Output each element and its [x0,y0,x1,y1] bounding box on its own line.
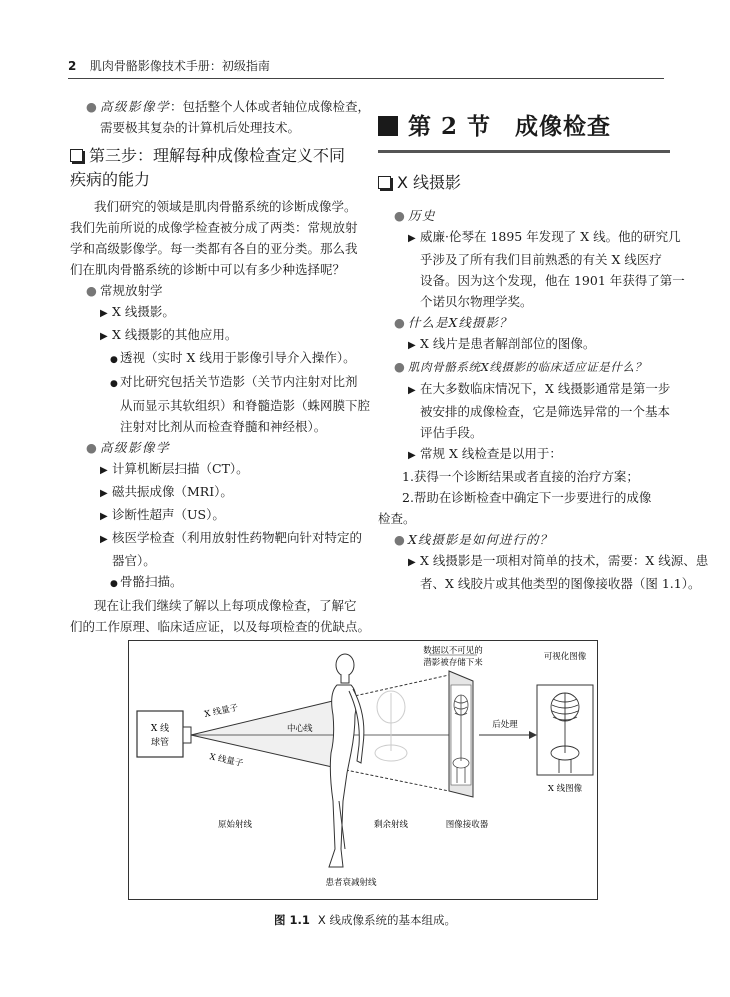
item-text-cont: 器官）。 [112,553,156,568]
attenuation-label: 患者衰减射线 [325,878,377,888]
numbered-item-cont: 检查。 [378,511,416,526]
page-number: 2 [68,59,77,73]
figure-caption [0,912,730,928]
list-item [378,378,670,401]
running-title: 肌肉骨骼影像技术手册：初级指南 [89,59,270,73]
patient-figure [329,654,364,867]
post-processing-label: 后处理 [492,720,518,730]
figure-caption-text: X 线成像系统的基本组成。 [317,913,456,927]
xray-tube [137,711,191,757]
paragraph-line: 们在肌肉骨骼系统的诊断中可以有多少种选择呢？ [70,262,346,277]
indications-label [378,356,670,378]
image-receptor-label: 图像接收器 [445,820,489,830]
xray-system-diagram [129,641,597,899]
latent-label-2: 潜影被存储下来 [423,658,483,668]
checkbox-icon [378,176,391,189]
section-title-text: 第 2 节 成像检查 [408,113,612,140]
item-text: X 线摄影是一项相对简单的技术，需要：X 线源、患 [420,553,709,568]
triangle-bullet-icon: ▶ [100,488,108,499]
dot-bullet-icon: ● [110,579,118,589]
triangle-bullet-icon: ▶ [408,557,416,568]
triangle-bullet-icon: ▶ [100,465,108,476]
sub-list-item [70,571,362,595]
item-text: 诊断性超声（US）。 [112,507,225,522]
triangle-bullet-icon: ▶ [100,331,108,342]
paragraph-line: 学和高级影像学。每一类都有各自的亚分类。那么我 [70,241,358,256]
square-icon [378,116,398,136]
item-text-cont: 被安排的成像检查，它是筛选异常的一个基本 [420,404,671,419]
list-item [70,527,362,550]
triangle-bullet-icon: ▶ [408,233,416,244]
how-label [378,529,670,550]
item-text: X 线摄影。 [112,304,175,319]
item-text-cont: 注射对比剂从而检查脊髓和神经根）。 [120,419,327,434]
label-text: 常规放射学 [100,283,163,298]
numbered-item: 1.获得一个诊断结果或者直接的治疗方案； [402,469,639,484]
list-item [70,458,362,481]
list-item [70,301,362,324]
central-ray-label: 中心线 [287,724,313,734]
dot-bullet-icon: ● [110,355,118,365]
sub-list-item [70,371,362,395]
triangle-bullet-icon: ▶ [408,385,416,396]
bullet-icon: ● [394,359,405,374]
conventional-radiology-label [70,280,362,301]
visible-image-label: 可视化图像 [543,652,587,662]
item-text-cont: 乎涉及了所有我们目前熟悉的有关 X 线医疗 [420,252,662,267]
item-text: 对比研究包括关节造影（关节内注射对比剂 [120,374,358,389]
numbered-item: 2.帮助在诊断检查中确定下一步要进行的成像 [402,490,652,505]
item-text: 常规 X 线检查是以用于： [420,446,562,461]
bullet-icon: ● [86,283,97,298]
xray-heading-text: X 线摄影 [397,173,462,192]
checkbox-icon [70,149,83,162]
arrow-head-icon [529,731,537,739]
paragraph-line: 们的工作原理、临床适应证，以及每项检查的优缺点。 [70,619,371,634]
sub-list-item [70,347,362,371]
triangle-bullet-icon: ▶ [100,308,108,319]
label-text: 肌肉骨骼系统X线摄影的临床适应证是什么？ [408,360,647,374]
paragraph-line: 我们先前所说的成像学检查被分成了两类：常规放射 [70,220,358,235]
figure-number: 图 1.1 [274,913,310,927]
item-text: 磁共振成像（MRI）。 [112,484,233,499]
remnant-beam-lower [341,769,449,791]
latent-label-1: 数据以不可见的 [423,646,483,656]
step3-heading [70,144,362,192]
triangle-bullet-icon: ▶ [408,340,416,351]
item-text: X 线摄影的其他应用。 [112,327,238,342]
advanced-imaging-label [70,437,362,458]
item-text: 透视（实时 X 线用于影像引导介入操作）。 [120,350,356,365]
item-text-cont: 者、X 线胶片或其他类型的图像接收器（图 1.1）。 [420,576,701,591]
label-text: 什么是X线摄影？ [408,315,513,330]
remnant-beam-upper [341,675,449,699]
what-is-label [378,312,670,333]
primary-beam-label: 原始射线 [217,820,253,830]
term-advanced-imaging: 高级影像学 [100,99,171,114]
list-item [70,504,362,527]
triangle-bullet-icon: ▶ [100,511,108,522]
item-text-cont: 从而显示其软组织）和脊髓造影（蛛网膜下腔 [120,398,371,413]
label-text: X线摄影是如何进行的？ [408,532,553,547]
bullet-icon: ● [394,208,405,223]
paragraph-line: 现在让我们继续了解以上每项成像检查，了解它 [94,598,357,613]
intro-paragraph [70,196,362,280]
photon-upper-label: X 线量子 [203,703,240,720]
tube-label-1: X 线 [150,724,170,734]
item-text: 在大多数临床情况下，X 线摄影通常是第一步 [420,381,671,396]
dot-bullet-icon: ● [110,379,118,389]
item-text-cont: 评估手段。 [420,425,483,440]
left-column [70,96,371,637]
step3-heading-line2: 疾病的能力 [70,170,151,189]
list-item [378,443,670,466]
item-text: 威廉·伦琴在 1895 年发现了 X 线。他的研究几 [420,229,681,244]
page-header [68,56,664,79]
advanced-imaging-bullet [70,96,371,117]
bullet-icon: ● [86,440,97,455]
bullet-icon: ● [394,315,405,330]
right-column [378,113,709,594]
xray-heading [378,171,670,195]
photon-lower-label: X 线量子 [208,752,244,770]
closing-paragraph [70,595,371,637]
list-item [70,481,362,504]
label-text: 历史 [408,208,437,223]
visible-xray-image [537,685,593,775]
item-text-cont: 个诺贝尔物理学奖。 [420,294,533,309]
image-receptor-plate [449,671,473,797]
triangle-bullet-icon: ▶ [408,450,416,461]
item-text-cont: 设备。因为这个发现，他在 1901 年获得了第一 [420,273,685,288]
item-text: X 线片是患者解剖部位的图像。 [420,336,596,351]
ghost-skeleton [375,691,407,761]
paragraph-line: 我们研究的领域是肌肉骨骼系统的诊断成像学。 [94,199,357,214]
list-item [378,333,670,356]
bullet-icon: ● [394,532,405,547]
list-item [70,324,362,347]
triangle-bullet-icon: ▶ [100,534,108,545]
xray-image-label: X 线图像 [547,784,583,794]
bullet-text: ：包括整个人体或者轴位成像检查， [170,99,371,114]
step3-heading-line1: 第三步：理解每种成像检查定义不同 [89,146,346,165]
section-title [378,113,670,153]
item-text: 骨骼扫描。 [120,574,183,589]
history-label [378,205,670,226]
item-text: 计算机断层扫描（CT）。 [112,461,249,476]
tube-label-2: 球管 [150,738,170,748]
figure-1-1 [128,640,598,900]
list-item [378,226,681,249]
bullet-icon: ● [86,99,97,114]
remnant-beam-label: 剩余射线 [373,820,409,830]
item-text: 核医学检查（利用放射性药物靶向针对特定的 [112,530,363,545]
label-text: 高级影像学 [100,440,171,455]
list-item [378,550,709,573]
bullet-text-cont: 需要极其复杂的计算机后处理技术。 [100,120,301,135]
